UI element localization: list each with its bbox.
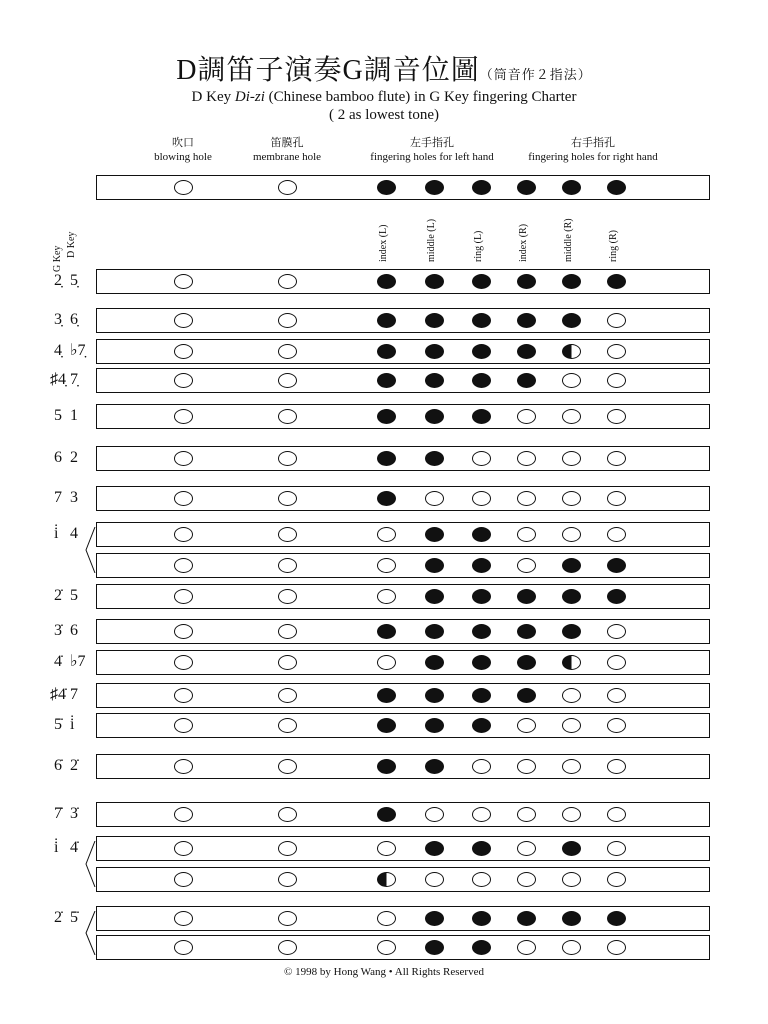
d-key-note: 4	[70, 525, 78, 542]
left-ring-hole-closed	[472, 373, 491, 388]
right-middle-hole-open	[562, 759, 581, 774]
right-middle-hole-open	[562, 718, 581, 733]
membrane-hole-open	[278, 807, 297, 822]
blowing-hole-open	[174, 718, 193, 733]
left-index-hole-open	[377, 911, 396, 926]
d-key-note: ♭7̣	[70, 342, 86, 359]
right-index-hole-closed	[517, 313, 536, 328]
left-middle-hole-closed	[425, 589, 444, 604]
left-middle-hole-closed	[425, 911, 444, 926]
blowing-hole-open	[174, 759, 193, 774]
left-middle-hole-closed	[425, 655, 444, 670]
right-ring-hole-open	[607, 688, 626, 703]
right-index-hole-open	[517, 718, 536, 733]
left-index-hole-closed	[377, 313, 396, 328]
left-index-hole-closed	[377, 344, 396, 359]
right-middle-hole-half	[562, 344, 581, 359]
left-ring-hole-closed	[472, 940, 491, 955]
header-en: fingering holes for right hand	[528, 151, 658, 163]
right-ring-hole-open	[607, 940, 626, 955]
fingering-row	[96, 308, 710, 333]
left-ring-hole-closed	[472, 655, 491, 670]
membrane-hole-open	[278, 911, 297, 926]
membrane-hole-open	[278, 841, 297, 856]
membrane-hole-open	[278, 527, 297, 542]
left-index-hole-closed	[377, 624, 396, 639]
chart-subtitle-2: ( 2 as lowest tone)	[329, 107, 439, 123]
right-ring-hole-open	[607, 872, 626, 887]
left-index-hole-closed	[377, 180, 396, 195]
header-en: blowing hole	[154, 151, 212, 163]
header-en: membrane hole	[252, 151, 322, 163]
left-middle-hole-open	[425, 491, 444, 506]
right-ring-hole-open	[607, 409, 626, 424]
left-index-hole-half	[377, 872, 396, 887]
chart-title	[0, 56, 768, 90]
left-ring-hole-closed	[472, 180, 491, 195]
right-ring-hole-open	[607, 807, 626, 822]
fingering-row	[96, 802, 710, 827]
g-key-note: 7̇	[54, 805, 62, 822]
right-middle-hole-closed	[562, 624, 581, 639]
flute-diagram-row	[96, 175, 710, 200]
membrane-hole-open	[278, 589, 297, 604]
pair-brace	[84, 527, 96, 573]
label-d-key: D Key	[66, 231, 77, 258]
left-index-hole-closed	[377, 274, 396, 289]
blowing-hole-open	[174, 655, 193, 670]
copyright-footer: © 1998 by Hong Wang • All Rights Reserved	[284, 966, 484, 978]
d-key-note: 6̣	[70, 311, 78, 328]
left-middle-hole-open	[425, 807, 444, 822]
membrane-hole-open	[278, 373, 297, 388]
blowing-hole-open	[174, 313, 193, 328]
d-key-note: 6	[70, 622, 78, 639]
fingering-row	[96, 339, 710, 364]
fingering-row	[96, 446, 710, 471]
g-key-note: 2̇	[54, 587, 62, 604]
finger-label: middle (R)	[563, 218, 574, 262]
left-ring-hole-closed	[472, 274, 491, 289]
header-right-hand	[508, 136, 678, 164]
left-index-hole-closed	[377, 491, 396, 506]
header-left-hand	[347, 136, 517, 164]
fingering-row	[96, 584, 710, 609]
g-key-note: 3̣	[54, 311, 62, 328]
right-ring-hole-open	[607, 451, 626, 466]
left-ring-hole-closed	[472, 589, 491, 604]
membrane-hole-open	[278, 313, 297, 328]
right-index-hole-closed	[517, 373, 536, 388]
right-index-hole-open	[517, 841, 536, 856]
g-key-note: 5	[54, 407, 62, 424]
left-ring-hole-closed	[472, 911, 491, 926]
finger-label: index (L)	[378, 224, 389, 262]
right-ring-hole-closed	[607, 589, 626, 604]
right-middle-hole-closed	[562, 911, 581, 926]
right-ring-hole-closed	[607, 180, 626, 195]
blowing-hole-open	[174, 373, 193, 388]
d-key-note: 5̇	[70, 909, 78, 926]
left-middle-hole-closed	[425, 624, 444, 639]
left-middle-hole-closed	[425, 688, 444, 703]
d-key-note: 7	[70, 686, 78, 703]
left-middle-hole-closed	[425, 373, 444, 388]
d-key-note: 2̇	[70, 757, 78, 774]
blowing-hole-open	[174, 274, 193, 289]
right-ring-hole-open	[607, 759, 626, 774]
membrane-hole-open	[278, 274, 297, 289]
left-ring-hole-open	[472, 451, 491, 466]
g-key-note: 7	[54, 489, 62, 506]
left-ring-hole-closed	[472, 527, 491, 542]
fingering-row	[96, 935, 710, 960]
subtitle-italic: Di-zi	[234, 89, 265, 105]
blowing-hole-open	[174, 841, 193, 856]
right-index-hole-open	[517, 491, 536, 506]
pair-brace	[84, 911, 96, 955]
right-index-hole-closed	[517, 688, 536, 703]
d-key-note: ♭7	[70, 653, 86, 670]
right-ring-hole-open	[607, 655, 626, 670]
membrane-hole-open	[278, 180, 297, 195]
right-ring-hole-closed	[607, 911, 626, 926]
title-note: （筒音作２指法）	[479, 67, 592, 82]
left-middle-hole-closed	[425, 409, 444, 424]
title-main: D調笛子演奏G調音位圖	[176, 55, 480, 86]
left-index-hole-closed	[377, 373, 396, 388]
left-index-hole-open	[377, 558, 396, 573]
membrane-hole-open	[278, 655, 297, 670]
right-ring-hole-open	[607, 313, 626, 328]
left-middle-hole-closed	[425, 759, 444, 774]
left-index-hole-closed	[377, 451, 396, 466]
membrane-hole-open	[278, 558, 297, 573]
left-ring-hole-closed	[472, 344, 491, 359]
fingering-row	[96, 619, 710, 644]
blowing-hole-open	[174, 451, 193, 466]
blowing-hole-open	[174, 688, 193, 703]
right-index-hole-closed	[517, 180, 536, 195]
left-middle-hole-closed	[425, 718, 444, 733]
left-index-hole-open	[377, 527, 396, 542]
right-ring-hole-open	[607, 841, 626, 856]
g-key-note: 4̣	[54, 342, 62, 359]
left-ring-hole-closed	[472, 841, 491, 856]
right-middle-hole-open	[562, 940, 581, 955]
fingering-row	[96, 269, 710, 294]
fingering-row	[96, 522, 710, 547]
left-middle-hole-closed	[425, 274, 444, 289]
membrane-hole-open	[278, 451, 297, 466]
left-middle-hole-closed	[425, 527, 444, 542]
d-key-note: 1	[70, 407, 78, 424]
left-ring-hole-open	[472, 807, 491, 822]
left-middle-hole-closed	[425, 451, 444, 466]
fingering-row	[96, 713, 710, 738]
header-zh: 左手指孔	[410, 137, 454, 149]
right-middle-hole-half	[562, 655, 581, 670]
left-ring-hole-closed	[472, 624, 491, 639]
right-index-hole-open	[517, 527, 536, 542]
right-ring-hole-open	[607, 344, 626, 359]
fingering-row	[96, 836, 710, 861]
membrane-hole-open	[278, 344, 297, 359]
chart-subtitle	[0, 88, 768, 106]
right-index-hole-open	[517, 807, 536, 822]
membrane-hole-open	[278, 718, 297, 733]
header-blowing-hole	[133, 136, 233, 164]
right-ring-hole-closed	[607, 274, 626, 289]
finger-label: index (R)	[518, 223, 529, 262]
left-middle-hole-closed	[425, 558, 444, 573]
right-ring-hole-open	[607, 373, 626, 388]
right-ring-hole-open	[607, 718, 626, 733]
d-key-note: 4̇	[70, 839, 78, 856]
left-index-hole-closed	[377, 688, 396, 703]
blowing-hole-open	[174, 911, 193, 926]
g-key-note: 2̣	[54, 272, 62, 289]
right-ring-hole-open	[607, 527, 626, 542]
right-middle-hole-open	[562, 807, 581, 822]
header-zh: 右手指孔	[571, 137, 615, 149]
right-middle-hole-closed	[562, 274, 581, 289]
d-key-note: 2	[70, 449, 78, 466]
header-zh: 吹口	[172, 137, 194, 149]
left-middle-hole-closed	[425, 940, 444, 955]
blowing-hole-open	[174, 344, 193, 359]
right-middle-hole-closed	[562, 841, 581, 856]
fingering-row	[96, 683, 710, 708]
finger-label: ring (R)	[608, 230, 619, 262]
right-ring-hole-closed	[607, 558, 626, 573]
blowing-hole-open	[174, 558, 193, 573]
left-index-hole-open	[377, 655, 396, 670]
fingering-row	[96, 404, 710, 429]
left-index-hole-closed	[377, 807, 396, 822]
left-index-hole-open	[377, 841, 396, 856]
g-key-note: 3̇	[54, 622, 62, 639]
left-ring-hole-open	[472, 491, 491, 506]
header-zh: 笛膜孔	[270, 137, 304, 149]
d-key-note: 5	[70, 587, 78, 604]
right-index-hole-open	[517, 759, 536, 774]
fingering-row	[96, 650, 710, 675]
g-key-note: ♯4̣	[50, 371, 66, 388]
right-middle-hole-open	[562, 373, 581, 388]
right-index-hole-open	[517, 451, 536, 466]
right-index-hole-open	[517, 872, 536, 887]
right-middle-hole-closed	[562, 313, 581, 328]
blowing-hole-open	[174, 807, 193, 822]
g-key-note: 4̇	[54, 653, 62, 670]
blowing-hole-open	[174, 491, 193, 506]
blowing-hole-open	[174, 872, 193, 887]
left-ring-hole-open	[472, 872, 491, 887]
right-index-hole-closed	[517, 589, 536, 604]
right-index-hole-closed	[517, 624, 536, 639]
blowing-hole-open	[174, 180, 193, 195]
left-index-hole-open	[377, 589, 396, 604]
fingering-row	[96, 486, 710, 511]
pair-brace	[84, 841, 96, 887]
right-middle-hole-open	[562, 451, 581, 466]
left-middle-hole-closed	[425, 344, 444, 359]
g-key-note: 2̇	[54, 909, 62, 926]
right-index-hole-closed	[517, 274, 536, 289]
left-index-hole-closed	[377, 759, 396, 774]
right-index-hole-closed	[517, 911, 536, 926]
right-middle-hole-open	[562, 872, 581, 887]
left-index-hole-closed	[377, 718, 396, 733]
left-ring-hole-closed	[472, 313, 491, 328]
right-ring-hole-open	[607, 491, 626, 506]
left-index-hole-closed	[377, 409, 396, 424]
blowing-hole-open	[174, 527, 193, 542]
d-key-note: i̇	[70, 716, 75, 733]
fingering-row	[96, 867, 710, 892]
right-ring-hole-open	[607, 624, 626, 639]
finger-label: ring (L)	[473, 230, 484, 262]
left-ring-hole-closed	[472, 409, 491, 424]
subtitle-prefix: D Key	[191, 89, 235, 105]
blowing-hole-open	[174, 940, 193, 955]
right-middle-hole-open	[562, 409, 581, 424]
label-g-key: G Key	[52, 245, 63, 272]
blowing-hole-open	[174, 409, 193, 424]
fingering-row	[96, 553, 710, 578]
right-middle-hole-closed	[562, 589, 581, 604]
g-key-note: 5̇	[54, 716, 62, 733]
left-middle-hole-closed	[425, 841, 444, 856]
d-key-note: 5̣	[70, 272, 78, 289]
right-index-hole-closed	[517, 344, 536, 359]
subtitle-suffix: (Chinese bamboo flute) in G Key fingering Charter	[264, 89, 577, 105]
right-index-hole-closed	[517, 655, 536, 670]
membrane-hole-open	[278, 409, 297, 424]
left-ring-hole-closed	[472, 688, 491, 703]
header-membrane-hole	[237, 136, 337, 164]
left-ring-hole-open	[472, 759, 491, 774]
left-ring-hole-closed	[472, 718, 491, 733]
g-key-note: 6	[54, 449, 62, 466]
d-key-note: 3̇	[70, 805, 78, 822]
fingering-row	[96, 754, 710, 779]
membrane-hole-open	[278, 624, 297, 639]
fingering-row	[96, 906, 710, 931]
fingering-row	[96, 368, 710, 393]
membrane-hole-open	[278, 940, 297, 955]
membrane-hole-open	[278, 872, 297, 887]
g-key-note: 6̇	[54, 757, 62, 774]
right-middle-hole-closed	[562, 180, 581, 195]
membrane-hole-open	[278, 688, 297, 703]
d-key-note: 7̣	[70, 371, 78, 388]
left-middle-hole-closed	[425, 313, 444, 328]
left-middle-hole-open	[425, 872, 444, 887]
right-middle-hole-open	[562, 527, 581, 542]
blowing-hole-open	[174, 624, 193, 639]
right-middle-hole-closed	[562, 558, 581, 573]
g-key-note: i̇	[54, 839, 59, 856]
left-ring-hole-closed	[472, 558, 491, 573]
blowing-hole-open	[174, 589, 193, 604]
left-middle-hole-closed	[425, 180, 444, 195]
finger-label: middle (L)	[426, 218, 437, 262]
right-index-hole-open	[517, 409, 536, 424]
right-index-hole-open	[517, 940, 536, 955]
right-middle-hole-open	[562, 688, 581, 703]
g-key-note: i̇	[54, 525, 59, 542]
membrane-hole-open	[278, 759, 297, 774]
membrane-hole-open	[278, 491, 297, 506]
g-key-note: ♯4̇	[50, 686, 66, 703]
right-middle-hole-open	[562, 491, 581, 506]
right-index-hole-open	[517, 558, 536, 573]
left-index-hole-open	[377, 940, 396, 955]
d-key-note: 3	[70, 489, 78, 506]
header-en: fingering holes for left hand	[370, 151, 494, 163]
